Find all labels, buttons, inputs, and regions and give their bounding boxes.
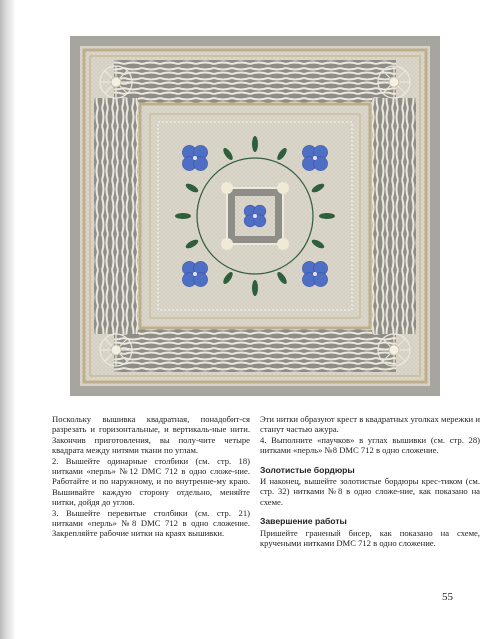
flower-center	[253, 214, 257, 218]
embroidery-photo	[70, 36, 440, 396]
flower-center	[193, 272, 197, 276]
left-column	[52, 414, 250, 539]
finishing-paragraph: Пришейте граненый бисер, как показано на схеме, кручеными нитками DMC 712 в одно сложение.	[260, 527, 480, 549]
blue-flower	[244, 205, 266, 227]
flower-center	[193, 156, 197, 160]
left-intro-paragraph: Поскольку вышивка квадратная, понадобит-ся разрезать и горизонтальные, и вертикаль-ные нити. Закончив приготовления, вы полу-чите четыре квадрата между нитями ткани по углам.	[52, 414, 250, 456]
section-heading-borders: Золотистые бордюры	[260, 464, 355, 475]
right-column	[260, 414, 480, 548]
blue-flower	[182, 261, 207, 286]
step-4-paragraph: 4. Выполните «паучков» в углах вышивки (см. стр. 28) нитками «перль» №8 DMC 712 в одно сложение.	[260, 434, 480, 456]
book-spine-shadow	[0, 0, 14, 639]
section-heading-finishing: Завершение работы	[260, 516, 347, 527]
instructions-text	[52, 414, 484, 594]
blue-flower	[182, 145, 207, 170]
right-band	[372, 98, 416, 334]
flower-center	[313, 156, 317, 160]
blue-flower	[302, 145, 327, 170]
top-band	[114, 60, 396, 104]
embroidery-illustration	[70, 36, 440, 396]
left-band	[94, 98, 138, 334]
step-3-paragraph: 3. Вышейте перевитые столбики (см. стр. 21) нитками «перль» №8 DMC 712 в одно сложение. Закрепляйте рабочие нитки на краях вышивки.	[52, 507, 250, 539]
borders-paragraph: И наконец, вышейте золотистые бордюры крес-тиком (см. стр. 32) нитками №8 в одно сложе-ние, как показано на схеме.	[260, 476, 480, 507]
step-2-paragraph: 2. Вышейте одинарные столбики (см. стр. 18) нитками «перль» №12 DMC 712 в одно сложе-ние. Работайте и по наружному, и по внутренне-му краю. Вышивайте каждую сторону отдельно, меняйте нитки, дойдя до углов.	[52, 455, 250, 508]
blue-flower	[302, 261, 327, 286]
page-number: 55	[442, 591, 453, 603]
right-intro-paragraph: Эти нитки образуют крест в квадратных уголках мережки и станут частью ажура.	[260, 414, 480, 435]
flower-center	[313, 272, 317, 276]
bottom-band	[114, 328, 396, 372]
